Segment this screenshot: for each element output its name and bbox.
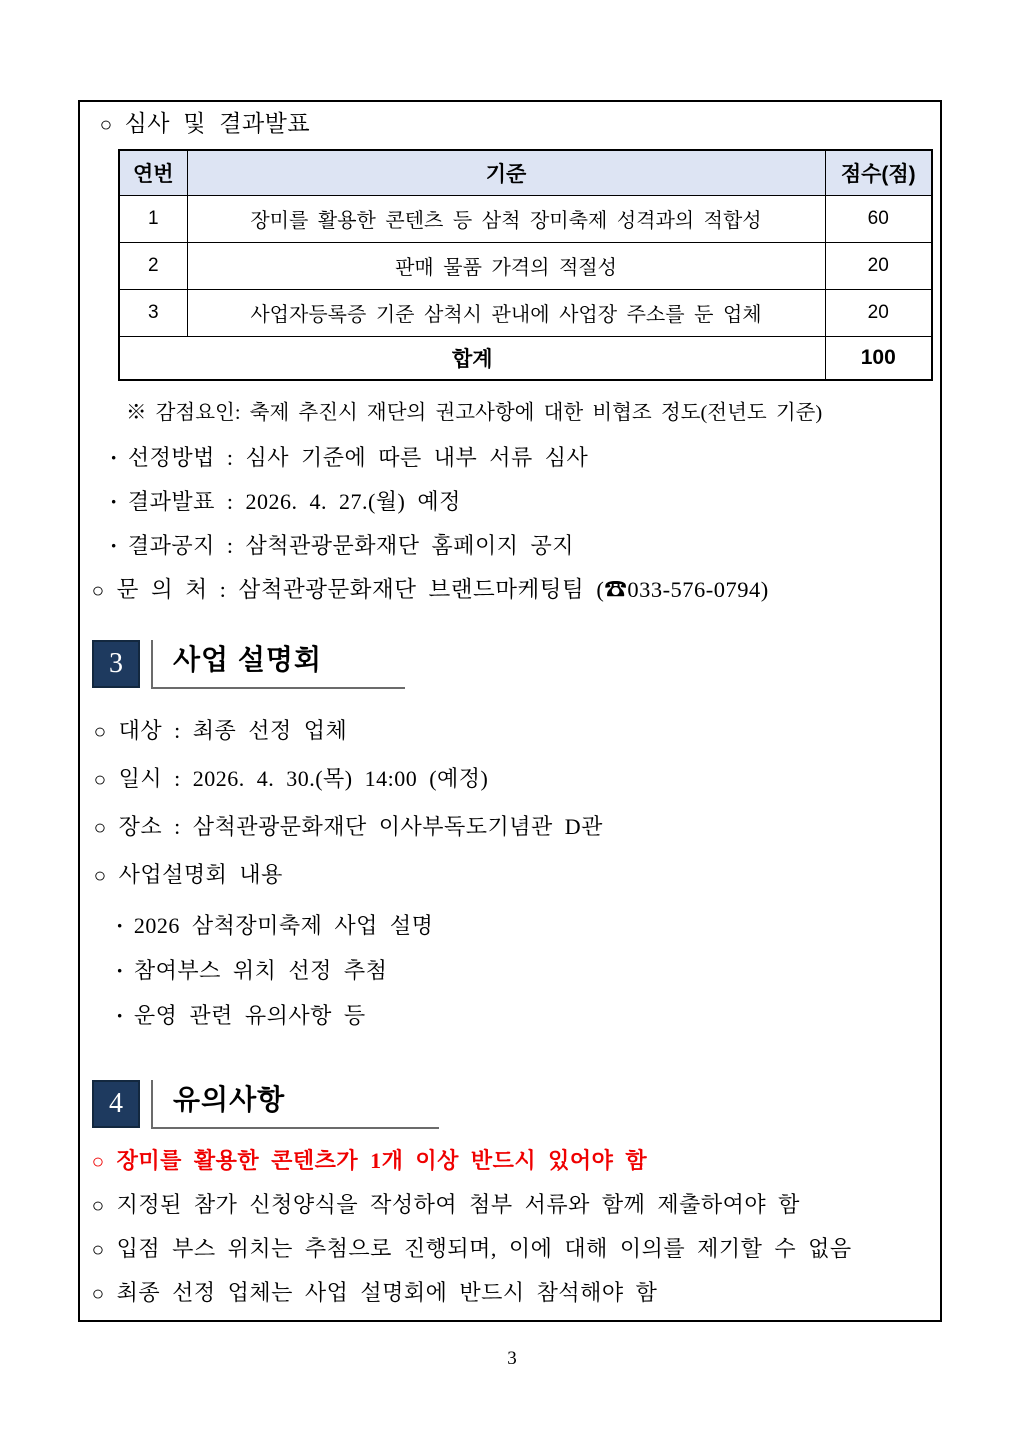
row-no: 2 <box>119 242 187 289</box>
row-no: 1 <box>119 195 187 242</box>
table-row <box>119 195 932 242</box>
review-section-title <box>100 110 940 139</box>
dot-bullet: · <box>110 445 118 470</box>
criteria-table <box>118 149 933 381</box>
row-criteria: 장미를 활용한 콘텐츠 등 삼척 장미축제 성격과의 적합성 <box>187 195 825 242</box>
highlight-caution-line <box>92 1147 940 1176</box>
section-heading-briefing <box>92 640 940 689</box>
cautions-item-list <box>92 1191 940 1308</box>
circle-bullet: ○ <box>91 580 105 602</box>
table-row <box>119 242 932 289</box>
table-row <box>119 289 932 336</box>
list-item <box>92 1279 940 1308</box>
dot-bullet: · <box>110 489 118 514</box>
section-number-badge: 4 <box>92 1080 140 1128</box>
row-criteria: 사업자등록증 기준 삼척시 관내에 사업장 주소를 둔 업체 <box>187 289 825 336</box>
list-item <box>110 532 940 559</box>
bullet-text: 결과발표 : 2026. 4. 27.(월) 예정 <box>127 489 461 514</box>
list-item <box>110 488 940 515</box>
review-bullet-list <box>110 444 940 559</box>
item-text: 입점 부스 위치는 추첨으로 진행되며, 이에 대해 이의를 제기할 수 없음 <box>116 1236 852 1261</box>
list-item <box>92 1235 940 1264</box>
circle-bullet: ○ <box>99 114 113 136</box>
circle-bullet: ○ <box>93 721 107 743</box>
circle-bullet: ○ <box>93 865 107 887</box>
circle-bullet: ○ <box>91 1239 105 1261</box>
list-subitem <box>116 1002 940 1029</box>
circle-bullet: ○ <box>91 1195 105 1217</box>
item-text: 사업설명회 내용 <box>118 862 283 887</box>
contact-text: 문 의 처 : 삼척관광문화재단 브랜드마케팅팀 (☎033-576-0794) <box>116 577 769 602</box>
page-number: 3 <box>507 1348 517 1369</box>
section-title: 유의사항 <box>151 1080 439 1129</box>
list-item <box>94 717 940 746</box>
item-text: 대상 : 최종 선정 업체 <box>118 718 348 743</box>
section-title: 사업 설명회 <box>151 640 405 689</box>
item-text: 지정된 참가 신청양식을 작성하여 첨부 서류와 함께 제출하여야 함 <box>116 1192 800 1217</box>
list-item <box>94 765 940 794</box>
highlight-text: 장미를 활용한 콘텐츠가 1개 이상 반드시 있어야 함 <box>116 1148 648 1173</box>
content-border-box <box>78 100 942 1322</box>
dot-bullet: · <box>116 958 124 983</box>
circle-bullet: ○ <box>91 1151 105 1173</box>
subitem-text: 참여부스 위치 선정 추첨 <box>133 958 388 983</box>
row-criteria: 판매 물품 가격의 적절성 <box>187 242 825 289</box>
review-section <box>80 102 940 605</box>
list-subitem <box>116 912 940 939</box>
review-title-text: 심사 및 결과발표 <box>124 111 311 136</box>
item-text: 최종 선정 업체는 사업 설명회에 반드시 참석해야 함 <box>116 1280 658 1305</box>
table-total-row <box>119 336 932 380</box>
briefing-item-list <box>94 717 940 890</box>
subitem-text: 운영 관련 유의사항 등 <box>133 1003 366 1028</box>
list-subitem <box>116 957 940 984</box>
table-header-row <box>119 150 932 195</box>
bullet-text: 결과공지 : 삼척관광문화재단 홈페이지 공지 <box>127 533 574 558</box>
item-text: 장소 : 삼척관광문화재단 이사부독도기념관 D관 <box>118 814 603 839</box>
briefing-section <box>80 640 940 1029</box>
subitem-text: 2026 삼척장미축제 사업 설명 <box>133 913 434 938</box>
circle-bullet: ○ <box>91 1283 105 1305</box>
total-label: 합계 <box>119 336 825 380</box>
col-header-no: 연번 <box>119 150 187 195</box>
briefing-subitem-list <box>116 912 940 1029</box>
list-item <box>94 861 940 890</box>
total-score: 100 <box>825 336 932 380</box>
dot-bullet: · <box>110 533 118 558</box>
col-header-criteria: 기준 <box>187 150 825 195</box>
list-item <box>94 813 940 842</box>
item-text: 일시 : 2026. 4. 30.(목) 14:00 (예정) <box>118 766 489 791</box>
list-item <box>92 1191 940 1220</box>
list-item <box>110 444 940 471</box>
row-score: 20 <box>825 242 932 289</box>
row-score: 60 <box>825 195 932 242</box>
cautions-section <box>80 1080 940 1308</box>
section-number-badge: 3 <box>92 640 140 688</box>
section-heading-cautions <box>92 1080 940 1129</box>
col-header-score: 점수(점) <box>825 150 932 195</box>
circle-bullet: ○ <box>93 817 107 839</box>
bullet-text: 선정방법 : 심사 기준에 따른 내부 서류 심사 <box>127 445 589 470</box>
circle-bullet: ○ <box>93 769 107 791</box>
row-no: 3 <box>119 289 187 336</box>
deduction-note: ※ 감점요인: 축제 추진시 재단의 권고사항에 대한 비협조 정도(전년도 기준) <box>126 402 823 424</box>
dot-bullet: · <box>116 913 124 938</box>
contact-line <box>92 576 940 605</box>
row-score: 20 <box>825 289 932 336</box>
dot-bullet: · <box>116 1003 124 1028</box>
